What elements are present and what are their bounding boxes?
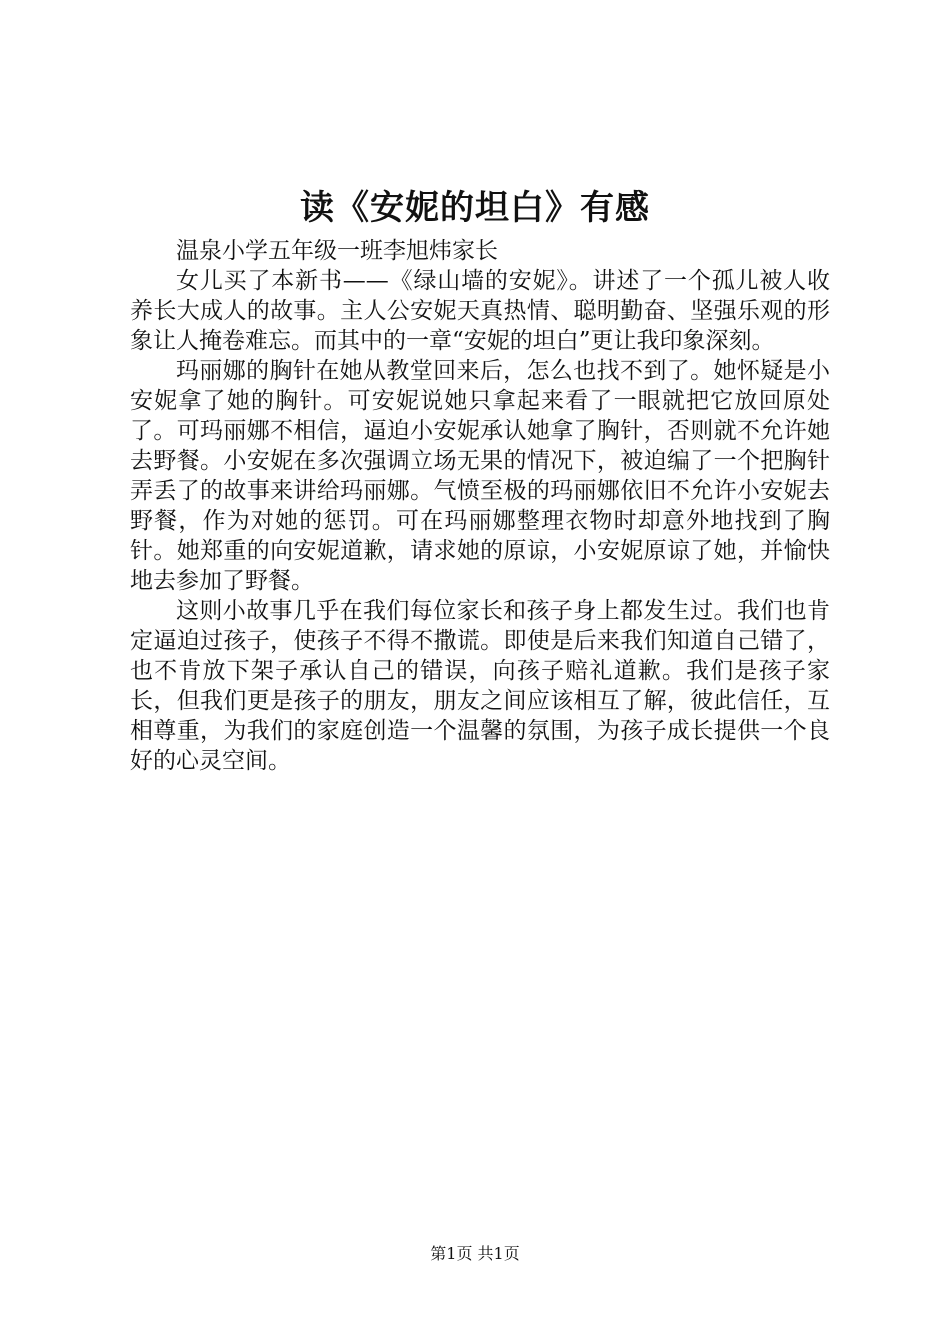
- author-line: 温泉小学五年级一班李旭炜家长: [176, 238, 498, 264]
- document-body: [130, 236, 830, 776]
- paragraph-1: 女儿买了本新书——《绿山墙的安妮》。讲述了一个孤儿被人收养长大成人的故事。主人公安妮天真热情、聪明勤奋、坚强乐观的形象让人掩卷难忘。而其中的一章“安妮的坦白”更让我印象深刻。: [130, 268, 830, 354]
- page-footer: 第1页 共1页: [430, 1244, 520, 1263]
- document-title: 读《安妮的坦白》有感: [300, 188, 650, 228]
- paragraph-2: 玛丽娜的胸针在她从教堂回来后，怎么也找不到了。她怀疑是小安妮拿了她的胸针。可安妮说她只拿起来看了一眼就把它放回原处了。可玛丽娜不相信，逼迫小安妮承认她拿了胸针，否则就不允许她去野餐。小安妮在多次强调立场无果的情况下，被迫编了一个把胸针弄丢了的故事来讲给玛丽娜。气愤至极的玛丽娜依旧不允许小安妮去野餐，作为对她的惩罚。可在玛丽娜整理衣物时却意外地找到了胸针。她郑重的向安妮道歉，请求她的原谅，小安妮原谅了她，并愉快地去参加了野餐。: [130, 358, 830, 594]
- paragraph-3: 这则小故事几乎在我们每位家长和孩子身上都发生过。我们也肯定逼迫过孩子，使孩子不得不撒谎。即使是后来我们知道自己错了，也不肯放下架子承认自己的错误，向孩子赔礼道歉。我们是孩子家长，但我们更是孩子的朋友，朋友之间应该相互了解，彼此信任，互相尊重，为我们的家庭创造一个温馨的氛围，为孩子成长提供一个良好的心灵空间。: [130, 598, 830, 774]
